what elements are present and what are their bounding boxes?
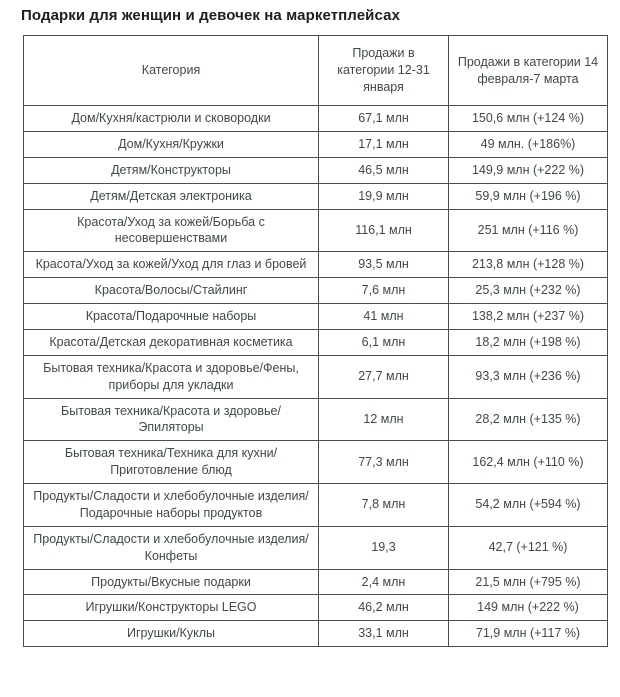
sales-feb-march-cell: 59,9 млн (+196 %) <box>449 183 608 209</box>
category-cell: Продукты/Сладости и хлебобулочные изделия/Подарочные наборы продуктов <box>24 484 319 527</box>
table-row <box>24 209 608 252</box>
category-cell: Красота/Волосы/Стайлинг <box>24 278 319 304</box>
sales-january-cell: 46,5 млн <box>319 157 449 183</box>
sales-feb-march-cell: 21,5 млн (+795 %) <box>449 569 608 595</box>
sales-feb-march-cell: 93,3 млн (+236 %) <box>449 355 608 398</box>
sales-feb-march-cell: 71,9 млн (+117 %) <box>449 621 608 647</box>
table-row <box>24 329 608 355</box>
page-title: Подарки для женщин и девочек на маркетплейсах <box>21 7 401 24</box>
sales-feb-march-cell: 25,3 млн (+232 %) <box>449 278 608 304</box>
sales-feb-march-cell: 18,2 млн (+198 %) <box>449 329 608 355</box>
sales-feb-march-cell: 149,9 млн (+222 %) <box>449 157 608 183</box>
table-row <box>24 621 608 647</box>
category-cell: Красота/Уход за кожей/Борьба с несовершенствами <box>24 209 319 252</box>
sales-feb-march-cell: 149 млн (+222 %) <box>449 595 608 621</box>
table-row <box>24 131 608 157</box>
table-row <box>24 183 608 209</box>
sales-feb-march-cell: 150,6 млн (+124 %) <box>449 106 608 132</box>
sales-january-cell: 12 млн <box>319 398 449 441</box>
category-cell: Бытовая техника/Красота и здоровье/Фены, приборы для укладки <box>24 355 319 398</box>
category-cell: Красота/Уход за кожей/Уход для глаз и бровей <box>24 252 319 278</box>
sales-january-cell: 6,1 млн <box>319 329 449 355</box>
sales-january-cell: 46,2 млн <box>319 595 449 621</box>
category-cell: Продукты/Вкусные подарки <box>24 569 319 595</box>
table-row <box>24 252 608 278</box>
table-row <box>24 304 608 330</box>
sales-january-cell: 77,3 млн <box>319 441 449 484</box>
table-row <box>24 157 608 183</box>
category-cell: Красота/Детская декоративная косметика <box>24 329 319 355</box>
sales-january-cell: 7,6 млн <box>319 278 449 304</box>
category-cell: Детям/Конструкторы <box>24 157 319 183</box>
sales-january-cell: 116,1 млн <box>319 209 449 252</box>
category-cell: Продукты/Сладости и хлебобулочные изделия/Конфеты <box>24 526 319 569</box>
sales-january-cell: 67,1 млн <box>319 106 449 132</box>
table-row <box>24 595 608 621</box>
category-cell: Дом/Кухня/Кружки <box>24 131 319 157</box>
category-cell: Бытовая техника/Красота и здоровье/ Эпиляторы <box>24 398 319 441</box>
table-row <box>24 441 608 484</box>
sales-feb-march-cell: 213,8 млн (+128 %) <box>449 252 608 278</box>
sales-feb-march-cell: 28,2 млн (+135 %) <box>449 398 608 441</box>
sales-january-cell: 19,3 <box>319 526 449 569</box>
sales-feb-march-cell: 42,7 (+121 %) <box>449 526 608 569</box>
table-header-row <box>24 36 608 106</box>
sales-feb-march-cell: 138,2 млн (+237 %) <box>449 304 608 330</box>
category-cell: Дом/Кухня/кастрюли и сковородки <box>24 106 319 132</box>
category-cell: Бытовая техника/Техника для кухни/ Приготовление блюд <box>24 441 319 484</box>
category-cell: Детям/Детская электроника <box>24 183 319 209</box>
sales-january-cell: 2,4 млн <box>319 569 449 595</box>
sales-january-cell: 33,1 млн <box>319 621 449 647</box>
sales-feb-march-cell: 54,2 млн (+594 %) <box>449 484 608 527</box>
sales-january-cell: 41 млн <box>319 304 449 330</box>
table-row <box>24 355 608 398</box>
category-cell: Игрушки/Куклы <box>24 621 319 647</box>
column-header-sales-feb-march: Продажи в категории 14 февраля-7 марта <box>449 36 608 106</box>
category-cell: Игрушки/Конструкторы LEGO <box>24 595 319 621</box>
sales-january-cell: 19,9 млн <box>319 183 449 209</box>
category-cell: Красота/Подарочные наборы <box>24 304 319 330</box>
sales-feb-march-cell: 162,4 млн (+110 %) <box>449 441 608 484</box>
sales-january-cell: 7,8 млн <box>319 484 449 527</box>
sales-table <box>23 35 608 647</box>
table-row <box>24 398 608 441</box>
sales-january-cell: 93,5 млн <box>319 252 449 278</box>
sales-january-cell: 17,1 млн <box>319 131 449 157</box>
table-body <box>24 106 608 647</box>
sales-feb-march-cell: 49 млн. (+186%) <box>449 131 608 157</box>
column-header-category: Категория <box>24 36 319 106</box>
sales-feb-march-cell: 251 млн (+116 %) <box>449 209 608 252</box>
table-row <box>24 106 608 132</box>
table-row <box>24 526 608 569</box>
table-row <box>24 484 608 527</box>
column-header-sales-january: Продажи в категории 12-31 января <box>319 36 449 106</box>
sales-january-cell: 27,7 млн <box>319 355 449 398</box>
table-row <box>24 278 608 304</box>
table-row <box>24 569 608 595</box>
